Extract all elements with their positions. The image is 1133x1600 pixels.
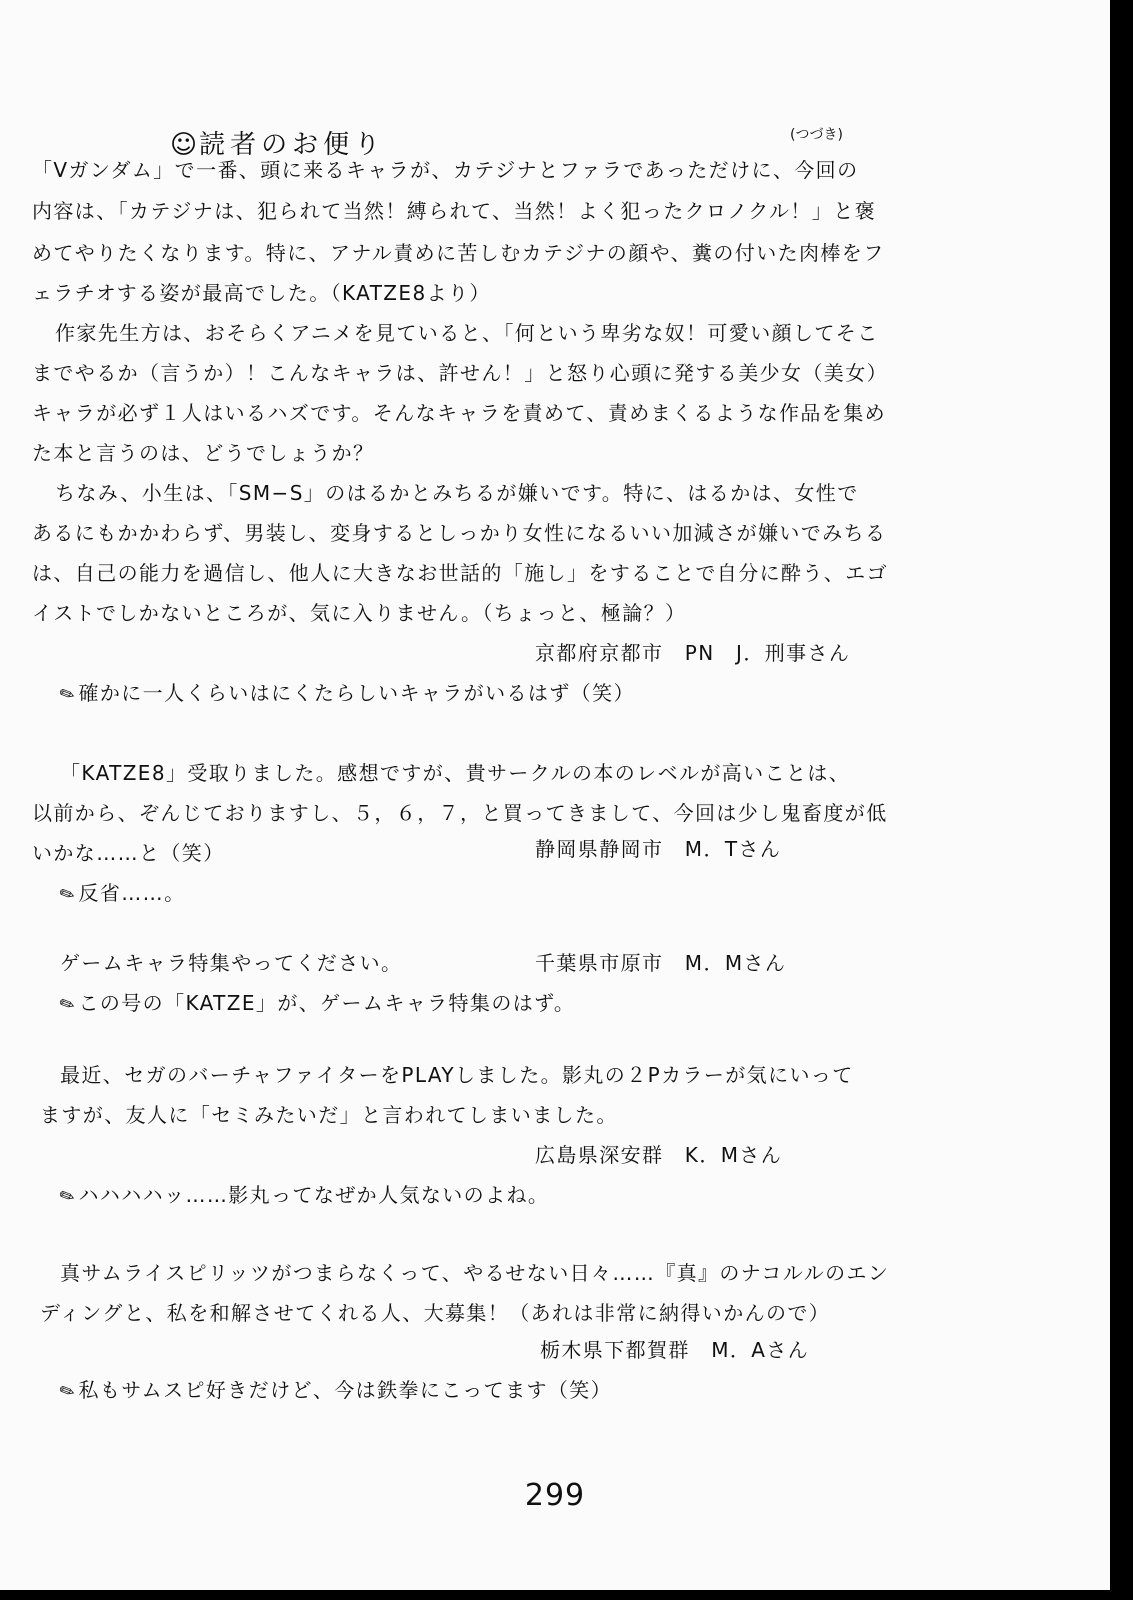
- letter-signature: 静岡県静岡市 M．Tさん: [535, 837, 782, 861]
- letter-line: 作家先生方は、おそらくアニメを見ていると、「何という卑劣な奴！可愛い顔してそこ: [55, 321, 879, 345]
- letter-line: ェラチオする姿が最高でした。（KATZE8より）: [32, 281, 491, 305]
- letter-line: ますが、友人に「セミみたいだ」と言われてしまいました。: [40, 1103, 618, 1127]
- letter-signature: 栃木県下都賀群 M．Aさん: [540, 1338, 810, 1362]
- reply-arrow-icon: ✎: [56, 1378, 80, 1405]
- reply-arrow-icon: ✎: [56, 881, 80, 908]
- letter-line: ゲームキャラ特集やってください。: [60, 951, 403, 975]
- editor-reply: ✎反省……。: [60, 878, 185, 910]
- letter-line: ちなみ、小生は、「SM−S」のはるかとみちるが嫌いです。特に、はるかは、女性で: [55, 481, 859, 505]
- letter-line: は、自己の能力を過信し、他人に大きなお世話的「施し」をすることで自分に酔う、エゴ: [32, 561, 888, 585]
- letter-signature: 広島県深安群 K．Mさん: [535, 1143, 783, 1167]
- reply-arrow-icon: ✎: [56, 1183, 80, 1210]
- editor-reply: ✎この号の「KATZE」が、ゲームキャラ特集のはず。: [60, 988, 575, 1020]
- letter-signature: 千葉県市原市 M．Mさん: [535, 951, 787, 975]
- letter-line: めてやりたくなります。特に、アナル責めに苦しむカテジナの顔や、糞の付いた肉棒をフ: [32, 241, 885, 265]
- editor-reply: ✎ハハハハッ……影丸ってなぜか人気ないのよね。: [60, 1180, 549, 1212]
- letter-line: た本と言うのは、どうでしょうか？: [32, 441, 375, 465]
- section-title: 読者のお便り: [199, 130, 386, 160]
- letter-signature: 京都府京都市 PN J．刑事さん: [535, 641, 851, 665]
- letter-line: キャラが必ず１人はいるハズです。そんなキャラを責めて、責めまくるような作品を集め: [32, 401, 886, 425]
- letter-line: イストでしかないところが、気に入りません。（ちょっと、極論？）: [32, 601, 687, 625]
- letter-line: 最近、セガのバーチャファイターをPLAYしました。影丸の２Pカラーが気にいって: [60, 1063, 854, 1087]
- reply-arrow-icon: ✎: [56, 991, 80, 1018]
- letter-line: あるにもかかわらず、男装し、変身するとしっかり女性になるいい加減さが嫌いでみちる: [32, 521, 887, 545]
- letter-line: ディングと、私を和解させてくれる人、大募集！（あれは非常に納得いかんので）: [40, 1301, 831, 1325]
- letter-line: までやるか（言うか）！こんなキャラは、許せん！」と怒り心頭に発する美少女（美女）: [32, 361, 888, 385]
- letter-line: 「KATZE8」受取りました。感想ですが、貴サークルの本のレベルが高いことは、: [60, 761, 851, 785]
- reply-arrow-icon: ✎: [56, 681, 80, 708]
- editor-reply: ✎私もサムスピ好きだけど、今は鉄拳にこってます（笑）: [60, 1375, 612, 1407]
- letter-line: 真サムライスピリッツがつまらなくって、やるせない日々……『真』のナコルルのエン: [60, 1261, 890, 1285]
- editor-reply: ✎確かに一人くらいはにくたらしいキャラがいるはず（笑）: [60, 678, 635, 710]
- smiley-icon: ☺: [170, 130, 198, 160]
- letter-line: 「Vガンダム」で一番、頭に来るキャラが、カテジナとファラであっただけに、今回の: [32, 158, 859, 182]
- continued-note: (つづき): [790, 127, 843, 143]
- page-number: 299: [524, 1478, 586, 1513]
- letter-line: 以前から、ぞんじておりますし、５，６，７，と買ってきまして、今回は少し鬼畜度が低: [32, 801, 888, 825]
- letter-line: 内容は、「カテジナは、犯られて当然！縛られて、当然！よく犯ったクロノクル！」と褒: [32, 199, 876, 223]
- letter-line: いかな……と（笑）: [32, 841, 225, 865]
